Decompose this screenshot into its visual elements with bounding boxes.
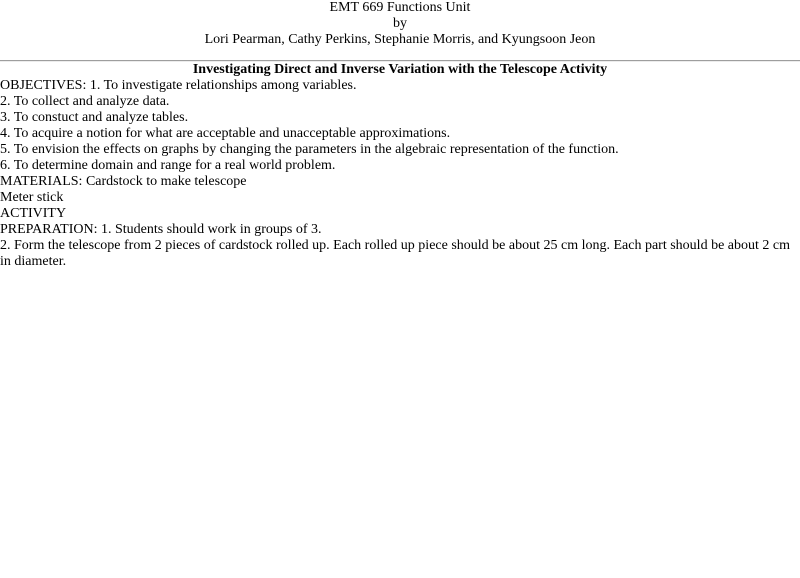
activity-section-heading: ACTIVITY [0,206,67,221]
objective-line-6: 6. To determine domain and range for a real world problem. [0,158,336,173]
objective-line-3: 3. To constuct and analyze tables. [0,110,189,125]
authors-line: Lori Pearman, Cathy Perkins, Stephanie Morris, and Kyungsoon Jeon [204,32,596,47]
objective-line-5: 5. To envision the effects on graphs by changing the parameters in the algebraic representation of the function. [0,142,619,157]
objective-line-4: 4. To acquire a notion for what are acceptable and unacceptable approximations. [0,126,451,141]
byline: by [393,16,407,31]
objective-line-2: 2. To collect and analyze data. [0,94,170,109]
materials-line-2: Meter stick [0,190,64,205]
materials-line-1: MATERIALS: Cardstock to make telescope [0,174,247,189]
activity-title: Investigating Direct and Inverse Variation with the Telescope Activity [192,62,608,77]
unit-title: EMT 669 Functions Unit [329,0,471,15]
preparation-line-1: PREPARATION: 1. Students should work in groups of 3. [0,222,322,237]
objective-line-1: OBJECTIVES: 1. To investigate relationships among variables. [0,78,357,93]
preparation-line-2: 2. Form the telescope from 2 pieces of cardstock rolled up. Each rolled up piece should be about 25 cm long. Each part should be about 2 cm in diameter. [0,238,790,269]
